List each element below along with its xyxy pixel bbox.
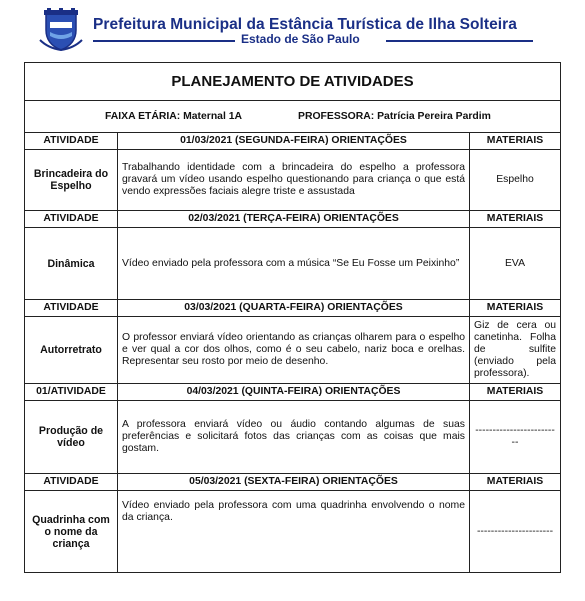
date-label: 01/03/2021 (SEGUNDA-FEIRA) ORIENTAÇÕES [118, 133, 470, 150]
activity-materials: ---------------------- [470, 491, 561, 573]
day-header-row [25, 133, 561, 150]
activity-description: O professor enviará vídeo orientando as crianças olharem para o espelho e ver qual a cor dos olhos, como é o seu cabelo, nariz boca e orelhas. Representar seu rosto por meio de desenho. [118, 317, 470, 384]
date-label: 04/03/2021 (QUINTA-FEIRA) ORIENTAÇÕES [118, 384, 470, 401]
day-header-row [25, 384, 561, 401]
col-materiais-label: MATERIAIS [470, 474, 561, 491]
municipal-crest-icon [38, 8, 84, 52]
activity-description: Vídeo enviado pela professora com uma quadrinha envolvendo o nome da criança. [118, 491, 470, 573]
activity-row [25, 150, 561, 211]
col-atividade-label: ATIVIDADE [25, 211, 118, 228]
activity-description: A professora enviará vídeo ou áudio contando algumas de suas preferências e solicitará fotos das crianças com as coisas que mais gostam. [118, 401, 470, 474]
document-title: PLANEJAMENTO DE ATIVIDADES [25, 63, 561, 101]
header-rule-left [93, 40, 235, 42]
date-label: 03/03/2021 (QUARTA-FEIRA) ORIENTAÇÕES [118, 300, 470, 317]
activity-description: Trabalhando identidade com a brincadeira do espelho a professora gravará um vídeo usando espelho questionando para criança o que está vendo expressões faciais alegre triste e assustada [118, 150, 470, 211]
col-atividade-label: ATIVIDADE [25, 133, 118, 150]
col-atividade-label: ATIVIDADE [25, 474, 118, 491]
day-header-row [25, 300, 561, 317]
faixa-etaria: FAIXA ETÁRIA: Maternal 1A [105, 110, 243, 122]
activity-materials: Espelho [470, 150, 561, 211]
date-label: 02/03/2021 (TERÇA-FEIRA) ORIENTAÇÕES [118, 211, 470, 228]
activity-row [25, 491, 561, 573]
activity-name: Dinâmica [25, 228, 118, 300]
col-materiais-label: MATERIAIS [470, 300, 561, 317]
faixa-professora-cell [25, 101, 561, 133]
day-header-row [25, 211, 561, 228]
header-subtitle: Estado de São Paulo [241, 32, 360, 46]
professora: PROFESSORA: Patrícia Pereira Pardim [298, 110, 491, 122]
title-row [25, 63, 561, 101]
col-materiais-label: MATERIAIS [470, 133, 561, 150]
activity-row [25, 228, 561, 300]
col-atividade-label: 01/ATIVIDADE [25, 384, 118, 401]
activities-table [24, 62, 561, 573]
letterhead [0, 0, 585, 58]
day-header-row [25, 474, 561, 491]
activity-row [25, 317, 561, 384]
col-atividade-label: ATIVIDADE [25, 300, 118, 317]
header-rule-right [386, 40, 533, 42]
activity-materials: EVA [470, 228, 561, 300]
activity-name: Autorretrato [25, 317, 118, 384]
date-label: 05/03/2021 (SEXTA-FEIRA) ORIENTAÇÕES [118, 474, 470, 491]
activity-name: Quadrinha com o nome da criança [25, 491, 118, 573]
activity-row [25, 401, 561, 474]
activity-materials: Giz de cera ou canetinha. Folha de sulfite (enviado pela professora). [470, 317, 561, 384]
activity-materials: ------------------------- [470, 401, 561, 474]
col-materiais-label: MATERIAIS [470, 211, 561, 228]
activity-description: Vídeo enviado pela professora com a música “Se Eu Fosse um Peixinho” [118, 228, 470, 300]
col-materiais-label: MATERIAIS [470, 384, 561, 401]
activity-name: Produção de vídeo [25, 401, 118, 474]
activity-name: Brincadeira do Espelho [25, 150, 118, 211]
header-title: Prefeitura Municipal da Estância Turística de Ilha Solteira [93, 16, 517, 33]
faixa-row [25, 101, 561, 133]
